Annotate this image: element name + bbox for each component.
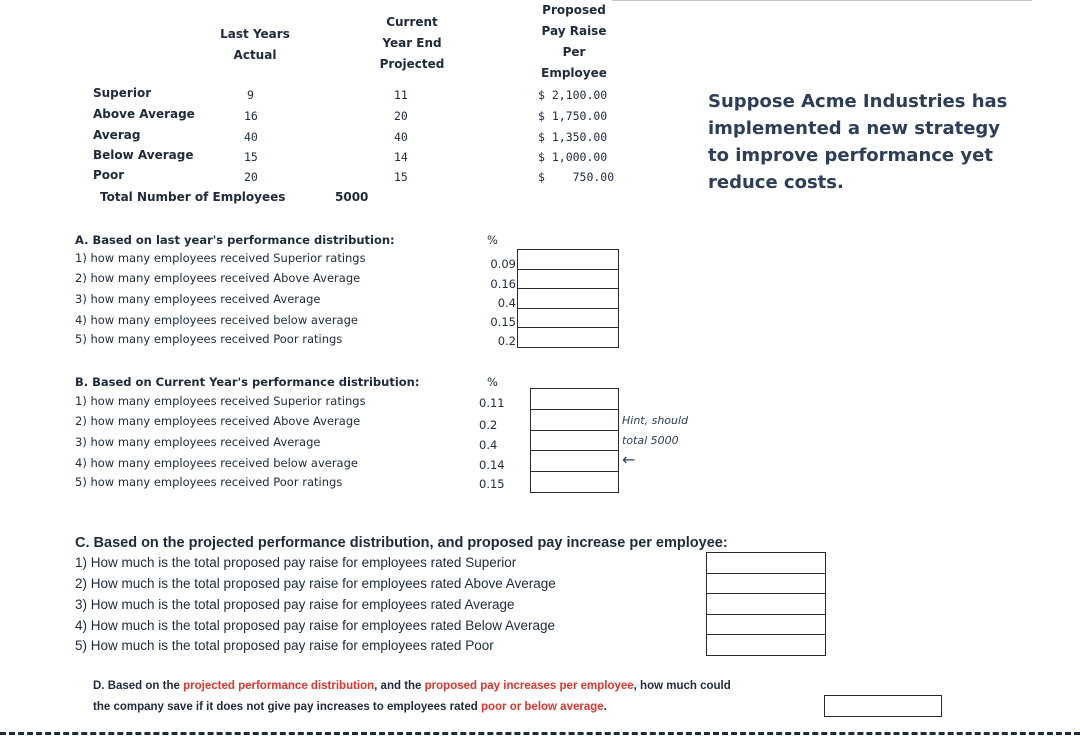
section-d-text: D. Based on the bbox=[93, 680, 184, 692]
section-a-title: A. Based on last year's performance distribution: bbox=[75, 233, 395, 247]
total-employees-value: 5000 bbox=[335, 190, 369, 204]
section-a-question-1: 1) how many employees received Superior ratings bbox=[75, 251, 366, 265]
row-last-above-average: 16 bbox=[244, 109, 258, 123]
section-c-row-divider bbox=[707, 614, 825, 615]
section-a-row-divider bbox=[518, 288, 618, 289]
row-label-below-average: Below Average bbox=[93, 148, 194, 162]
section-a-percent-4: 0.15 bbox=[490, 315, 516, 329]
section-a-question-3: 3) how many employees received Average bbox=[75, 292, 321, 306]
row-raise-below-average: $ 1,000.00 bbox=[538, 150, 608, 164]
section-c-question-3: 3) How much is the total proposed pay raise for employees rated Average bbox=[75, 597, 515, 612]
section-b-question-5: 5) how many employees received Poor ratings bbox=[75, 475, 343, 489]
section-d-line-2 bbox=[93, 701, 607, 713]
section-b-percent-5: 0.15 bbox=[479, 477, 505, 491]
row-last-poor: 20 bbox=[244, 170, 258, 184]
section-a-percent-1: 0.09 bbox=[490, 257, 516, 271]
section-d-text: , how much could bbox=[633, 680, 731, 692]
section-b-row-divider bbox=[531, 450, 618, 451]
section-d-highlight: projected performance distribution bbox=[183, 680, 375, 692]
hint-line-1: Hint, should bbox=[622, 414, 689, 427]
row-last-below-average: 15 bbox=[244, 150, 258, 164]
section-b-row-divider bbox=[531, 471, 618, 472]
header-last-years-line1: Last Years bbox=[220, 27, 290, 41]
section-d-text: the company save if it does not give pay increases to employees rated bbox=[93, 701, 481, 713]
section-b-percent-1: 0.11 bbox=[479, 396, 505, 410]
header-proposed bbox=[524, 0, 624, 84]
row-current-below-average: 14 bbox=[394, 150, 408, 164]
section-c-row-divider bbox=[707, 593, 825, 594]
section-c-question-4: 4) How much is the total proposed pay raise for employees rated Below Average bbox=[75, 618, 556, 633]
section-b-answer-grid bbox=[530, 388, 619, 493]
header-proposed-line3: Per bbox=[562, 45, 586, 59]
row-current-average: 40 bbox=[394, 130, 408, 144]
row-raise-superior: $ 2,100.00 bbox=[538, 88, 608, 102]
header-proposed-line4: Employee bbox=[541, 66, 607, 80]
section-c-question-5: 5) How much is the total proposed pay raise for employees rated Poor bbox=[75, 638, 494, 653]
section-b-percent-3: 0.4 bbox=[479, 438, 498, 452]
section-a-percent-3: 0.4 bbox=[497, 296, 516, 310]
row-current-poor: 15 bbox=[394, 170, 408, 184]
section-a-answer-grid bbox=[517, 249, 619, 348]
row-label-above-average: Above Average bbox=[93, 107, 195, 121]
section-c-row-divider bbox=[707, 634, 825, 635]
row-raise-average: $ 1,350.00 bbox=[538, 130, 608, 144]
section-d-text: , and the bbox=[374, 680, 425, 692]
header-current-line3: Projected bbox=[379, 57, 445, 71]
header-current-line1: Current bbox=[386, 15, 438, 29]
section-d-answer-box bbox=[824, 695, 942, 717]
header-proposed-line2: Pay Raise bbox=[541, 24, 607, 38]
section-a-row-divider bbox=[518, 308, 618, 309]
scenario-note: Suppose Acme Industries has implemented a new strategy to improve performance yet reduce costs. bbox=[708, 91, 1008, 193]
section-a-question-4: 4) how many employees received below average bbox=[75, 313, 358, 327]
section-b-question-4: 4) how many employees received below average bbox=[75, 456, 358, 470]
section-c-answer-grid bbox=[706, 552, 826, 656]
section-b-row-divider bbox=[531, 409, 618, 410]
bottom-edge-line bbox=[0, 732, 1080, 735]
total-employees-label: Total Number of Employees bbox=[100, 190, 286, 204]
section-b-question-2: 2) how many employees received Above Average bbox=[75, 414, 361, 428]
section-c-row-divider bbox=[707, 573, 825, 574]
section-a-percent-2: 0.16 bbox=[490, 277, 516, 291]
header-last-years bbox=[205, 24, 305, 66]
section-c-question-2: 2) How much is the total proposed pay raise for employees rated Above Average bbox=[75, 576, 556, 591]
section-d-highlight: proposed pay increases per employee bbox=[424, 680, 634, 692]
section-b-percent-header: % bbox=[487, 375, 498, 389]
section-a-percent-5: 0.2 bbox=[497, 334, 516, 348]
row-current-superior: 11 bbox=[394, 88, 408, 102]
section-a-row-divider bbox=[518, 327, 618, 328]
section-a-row-divider bbox=[518, 269, 618, 270]
section-b-row-divider bbox=[531, 430, 618, 431]
row-label-poor: Poor bbox=[93, 168, 125, 182]
row-raise-above-average: $ 1,750.00 bbox=[538, 109, 608, 123]
section-b-title: B. Based on Current Year's performance distribution: bbox=[75, 375, 420, 389]
section-d-line-1 bbox=[93, 680, 731, 692]
row-current-above-average: 20 bbox=[394, 109, 408, 123]
header-current-line2: Year End bbox=[382, 36, 442, 50]
row-label-superior: Superior bbox=[93, 86, 152, 100]
section-c-question-1: 1) How much is the total proposed pay raise for employees rated Superior bbox=[75, 555, 517, 570]
section-a-question-2: 2) how many employees received Above Average bbox=[75, 271, 361, 285]
header-last-years-line2: Actual bbox=[233, 48, 277, 62]
section-b-question-1: 1) how many employees received Superior ratings bbox=[75, 394, 366, 408]
header-proposed-line1: Proposed bbox=[542, 3, 606, 17]
section-a-question-5: 5) how many employees received Poor ratings bbox=[75, 332, 343, 346]
section-b-question-3: 3) how many employees received Average bbox=[75, 435, 321, 449]
header-current bbox=[362, 12, 462, 75]
hint-line-2: total 5000 bbox=[622, 434, 679, 447]
row-last-average: 40 bbox=[244, 130, 258, 144]
section-d-text: . bbox=[603, 701, 607, 713]
row-last-superior: 9 bbox=[247, 88, 254, 102]
section-a-percent-header: % bbox=[487, 233, 498, 247]
row-label-average: Averag bbox=[93, 128, 141, 142]
section-b-percent-2: 0.2 bbox=[479, 418, 498, 432]
section-d-highlight: poor or below average bbox=[480, 701, 604, 713]
section-b-percent-4: 0.14 bbox=[479, 458, 505, 472]
hint-arrow-icon: ← bbox=[622, 450, 636, 469]
section-c-title: C. Based on the projected performance distribution, and proposed pay increase per employee: bbox=[75, 535, 728, 551]
top-border-line bbox=[612, 0, 1032, 1]
row-raise-poor: $ 750.00 bbox=[538, 170, 615, 184]
